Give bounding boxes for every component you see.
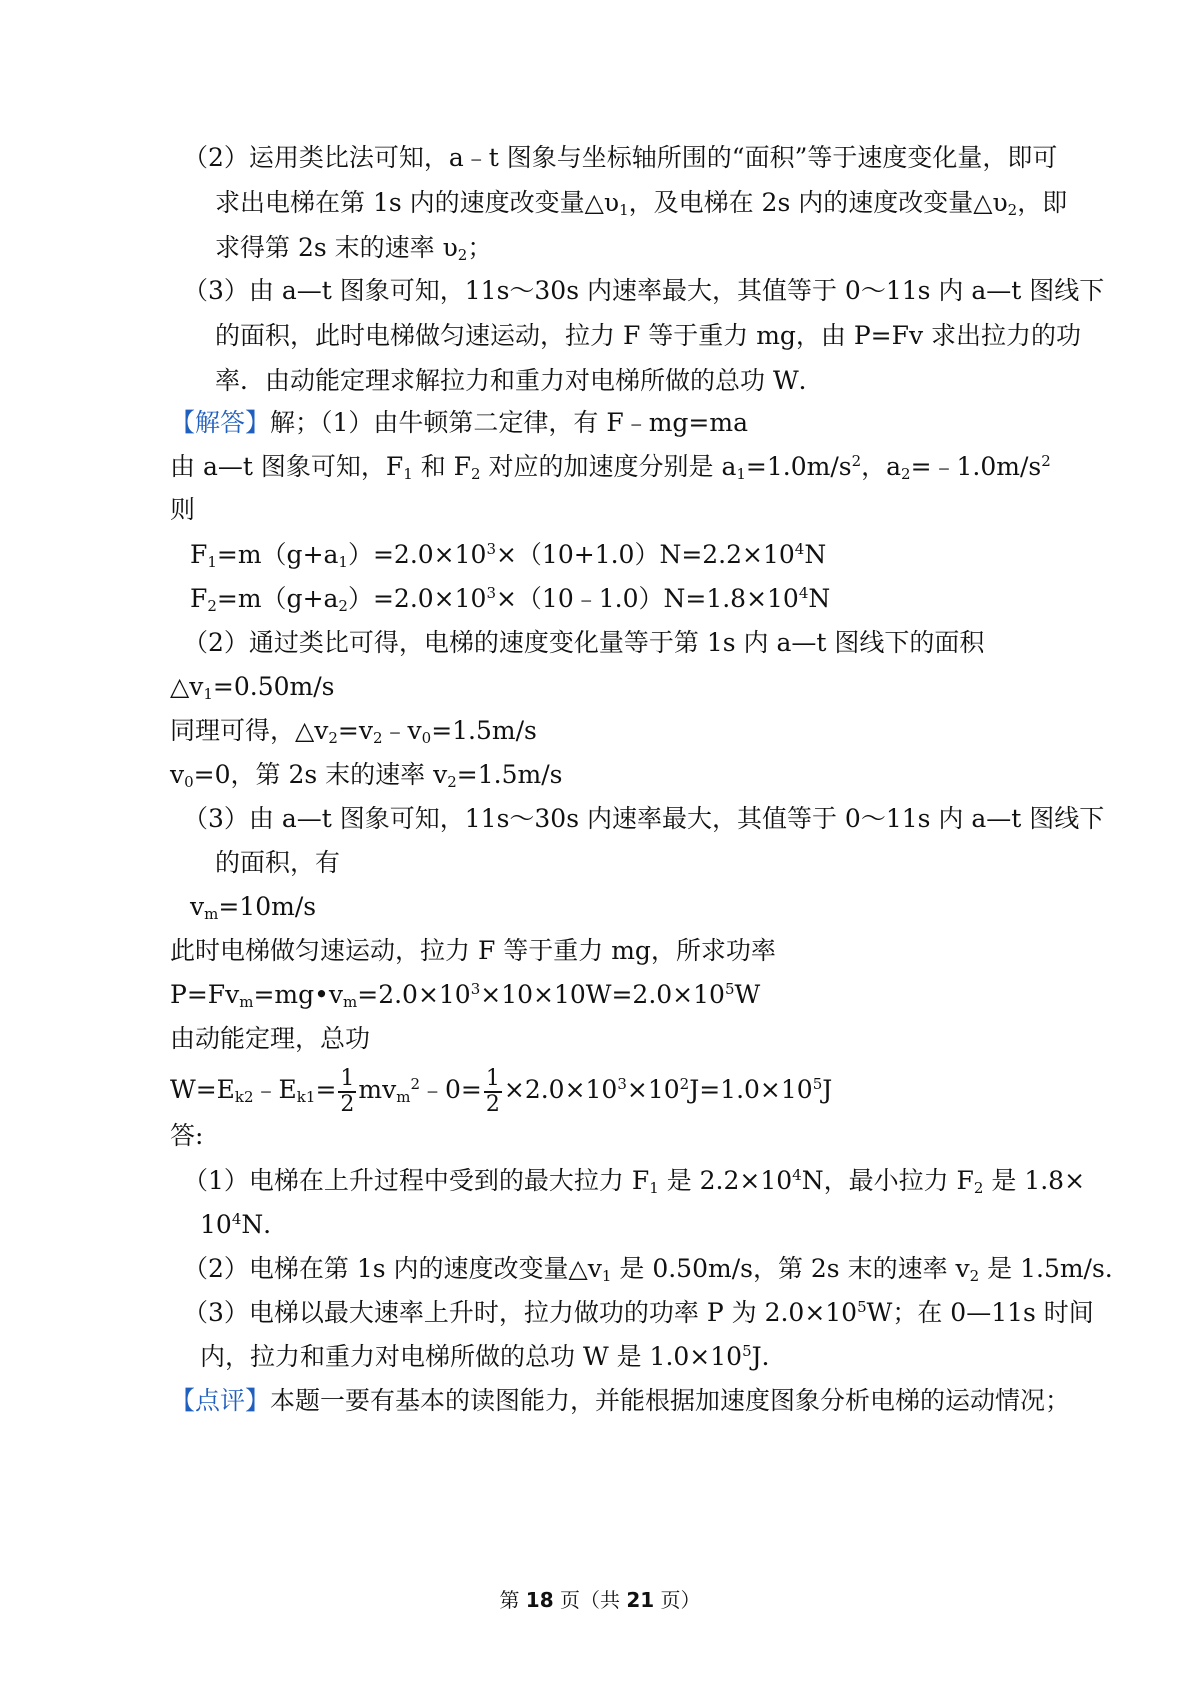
formula-f1: $F_1=m(g+a_1)=2.0\times 10^3\times(10+1.0)N=2.2\times 10^4N$ bbox=[190, 540, 827, 571]
fraction-half: $\frac{1}{2}$ bbox=[340, 1065, 355, 1117]
answer-1-line1: （1）电梯在上升过程中受到的最大拉力 $F_1$ 是 $2.2\times 10^4N$，最小拉力 $F_2$ 是 1.8× bbox=[183, 1166, 1086, 1197]
answer-label: 答: bbox=[170, 1121, 204, 1150]
answer-3-line1: （3）电梯以最大速率上升时，拉力做功的功率 P 为 $2.0\times 10^5W$；在 0—11s 时间 bbox=[183, 1298, 1094, 1327]
answer-3-line2: 内，拉力和重力对电梯所做的总功 W 是 $1.0\times 10^5J$． bbox=[200, 1342, 787, 1371]
analysis-p3-line1: （3）由 a—t 图象可知，11s～30s 内速率最大，其值等于 0～11s 内 a—t 图线下 bbox=[183, 276, 1105, 305]
solution-line5: $\triangle v_1=0.50m/s$ bbox=[170, 672, 335, 703]
solution-line11: 此时电梯做匀速运动，拉力 F 等于重力 mg，所求功率 bbox=[170, 936, 776, 965]
page-footer: 第 18 页（共 21 页） bbox=[499, 1588, 701, 1612]
solution-tag: 【解答】 bbox=[170, 408, 271, 437]
answer-2: （2）电梯在第 1s 内的速度改变量$\triangle v_1$ 是 0.50m/s，第 2s 末的速率 $v_2$ 是 1.5m/s． bbox=[183, 1254, 1130, 1285]
solution-line3: 则 bbox=[170, 495, 196, 524]
analysis-p2-line3: 求得第 2s 末的速率 $\upsilon_2$； bbox=[215, 233, 493, 264]
analysis-p3-line3: 率．由动能定理求解拉力和重力对电梯所做的总功 W． bbox=[215, 366, 824, 395]
page-total: 21 bbox=[626, 1588, 655, 1612]
solution-line9: 的面积，有 bbox=[215, 848, 341, 877]
solution-line10: $v_m=10m/s$ bbox=[190, 892, 317, 923]
formula-f2: $F_2=m(g+a_2)=2.0\times 10^3\times(10﹣1.0)N=1.8\times 10^4N$ bbox=[190, 584, 831, 615]
comment-tag: 【点评】 bbox=[170, 1386, 271, 1415]
solution-line7: $v_0=0$，第 2s 末的速率 $v_2=1.5m/s$ bbox=[170, 760, 563, 791]
solution-line8: （3）由 a—t 图象可知，11s～30s 内速率最大，其值等于 0～11s 内 a—t 图线下 bbox=[183, 804, 1105, 833]
solution-line6: 同理可得，$\triangle v_2=v_2﹣v_0=1.5m/s$ bbox=[170, 716, 537, 747]
fraction-half: $\frac{1}{2}$ bbox=[485, 1065, 500, 1117]
comment-line: 【点评】本题一要有基本的读图能力，并能根据加速度图象分析电梯的运动情况； bbox=[170, 1386, 1071, 1415]
solution-line13: 由动能定理，总功 bbox=[170, 1024, 371, 1053]
solution-line1: 【解答】解；（1）由牛顿第二定律，有 F﹣mg=ma bbox=[170, 408, 748, 437]
formula-work: $W=E_{k2}﹣E_{k1}=$ $\frac{1}{2}$ $mv_m^2﹣0=$ $\frac{1}{2}$ $\times 2.0\times 10^3\times 10^2J=1.0\times 10^5J$ bbox=[170, 1065, 833, 1117]
analysis-p2-line1: （2）运用类比法可知，a﹣t 图象与坐标轴所围的“面积”等于速度变化量，即可 bbox=[183, 143, 1058, 172]
solution-line2: 由 a—t 图象可知，$F_1$ 和 $F_2$ 对应的加速度分别是 $a_1=1.0m/s^2$，$a_2=﹣1.0m/s^2$ bbox=[170, 452, 1051, 483]
answer-1-line2: $10^4N$． bbox=[200, 1210, 289, 1239]
page-number: 18 bbox=[525, 1588, 554, 1612]
analysis-p2-line2: 求出电梯在第 1s 内的速度改变量$\triangle\upsilon_1$，及电梯在 2s 内的速度改变量$\triangle\upsilon_2$，即 bbox=[215, 188, 1068, 219]
formula-power: $P=Fv_m=mg•v_m=2.0\times 10^3\times 10\times 10W=2.0\times 10^5W$ bbox=[170, 980, 761, 1011]
solution-line4: （2）通过类比可得，电梯的速度变化量等于第 1s 内 a—t 图线下的面积 bbox=[183, 628, 985, 657]
analysis-p3-line2: 的面积，此时电梯做匀速运动，拉力 F 等于重力 mg，由 P=Fv 求出拉力的功 bbox=[215, 321, 1082, 350]
